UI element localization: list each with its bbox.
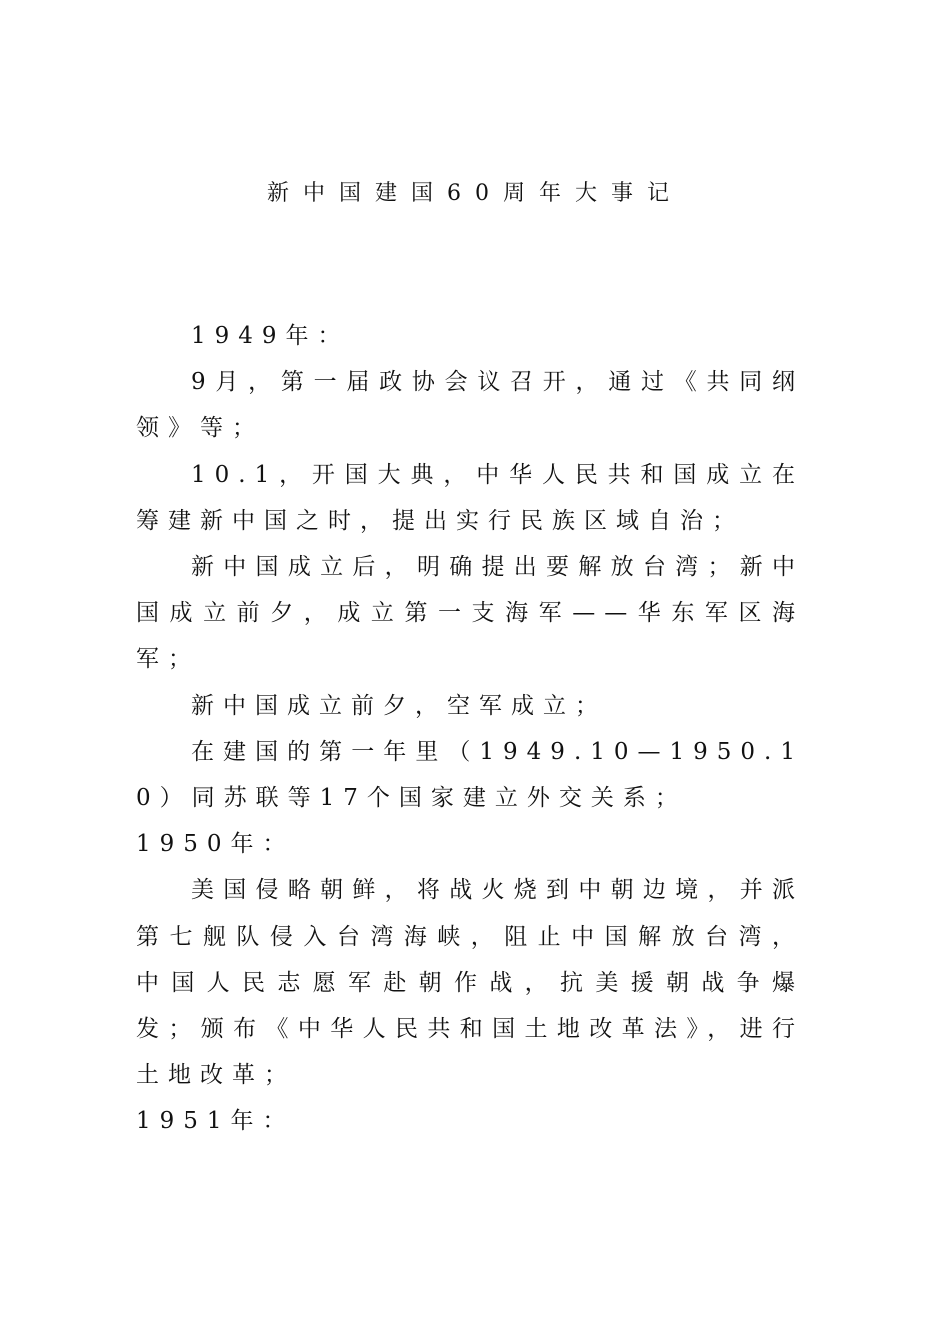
document-title: 新中国建国60周年大事记 [267,181,683,206]
paragraph-founding: 10.1，开国大典，中华人民共和国成立在筹建新中国之时，提出实行民族区域自治； [136,461,804,534]
paragraph-cppcc: 9月，第一届政协会议召开，通过《共同纲领》等； [136,369,804,442]
paragraph-taiwan-navy: 新中国成立后，明确提出要解放台湾；新中国成立前夕，成立第一支海军——华东军区海军； [136,554,804,673]
year-heading-1950: 1950年： [136,831,295,858]
year-heading-1949: 1949年： [191,323,350,349]
paragraph-diplomacy: 在建国的第一年里（1949.10—1950.10）同苏联等17个国家建立外交关系； [136,738,804,812]
paragraph-air-force: 新中国成立前夕，空军成立； [191,692,607,719]
document-body [136,313,804,1145]
year-heading-1951: 1951年： [136,1108,295,1135]
paragraph-korean-war: 美国侵略朝鲜，将战火烧到中朝边境，并派第七舰队侵入台湾海峡，阻止中国解放台湾，中国人民志愿军赴朝作战，抗美援朝战争爆发；颁布《中华人民共和国土地改革法》，进行土地改革； [136,877,804,1089]
